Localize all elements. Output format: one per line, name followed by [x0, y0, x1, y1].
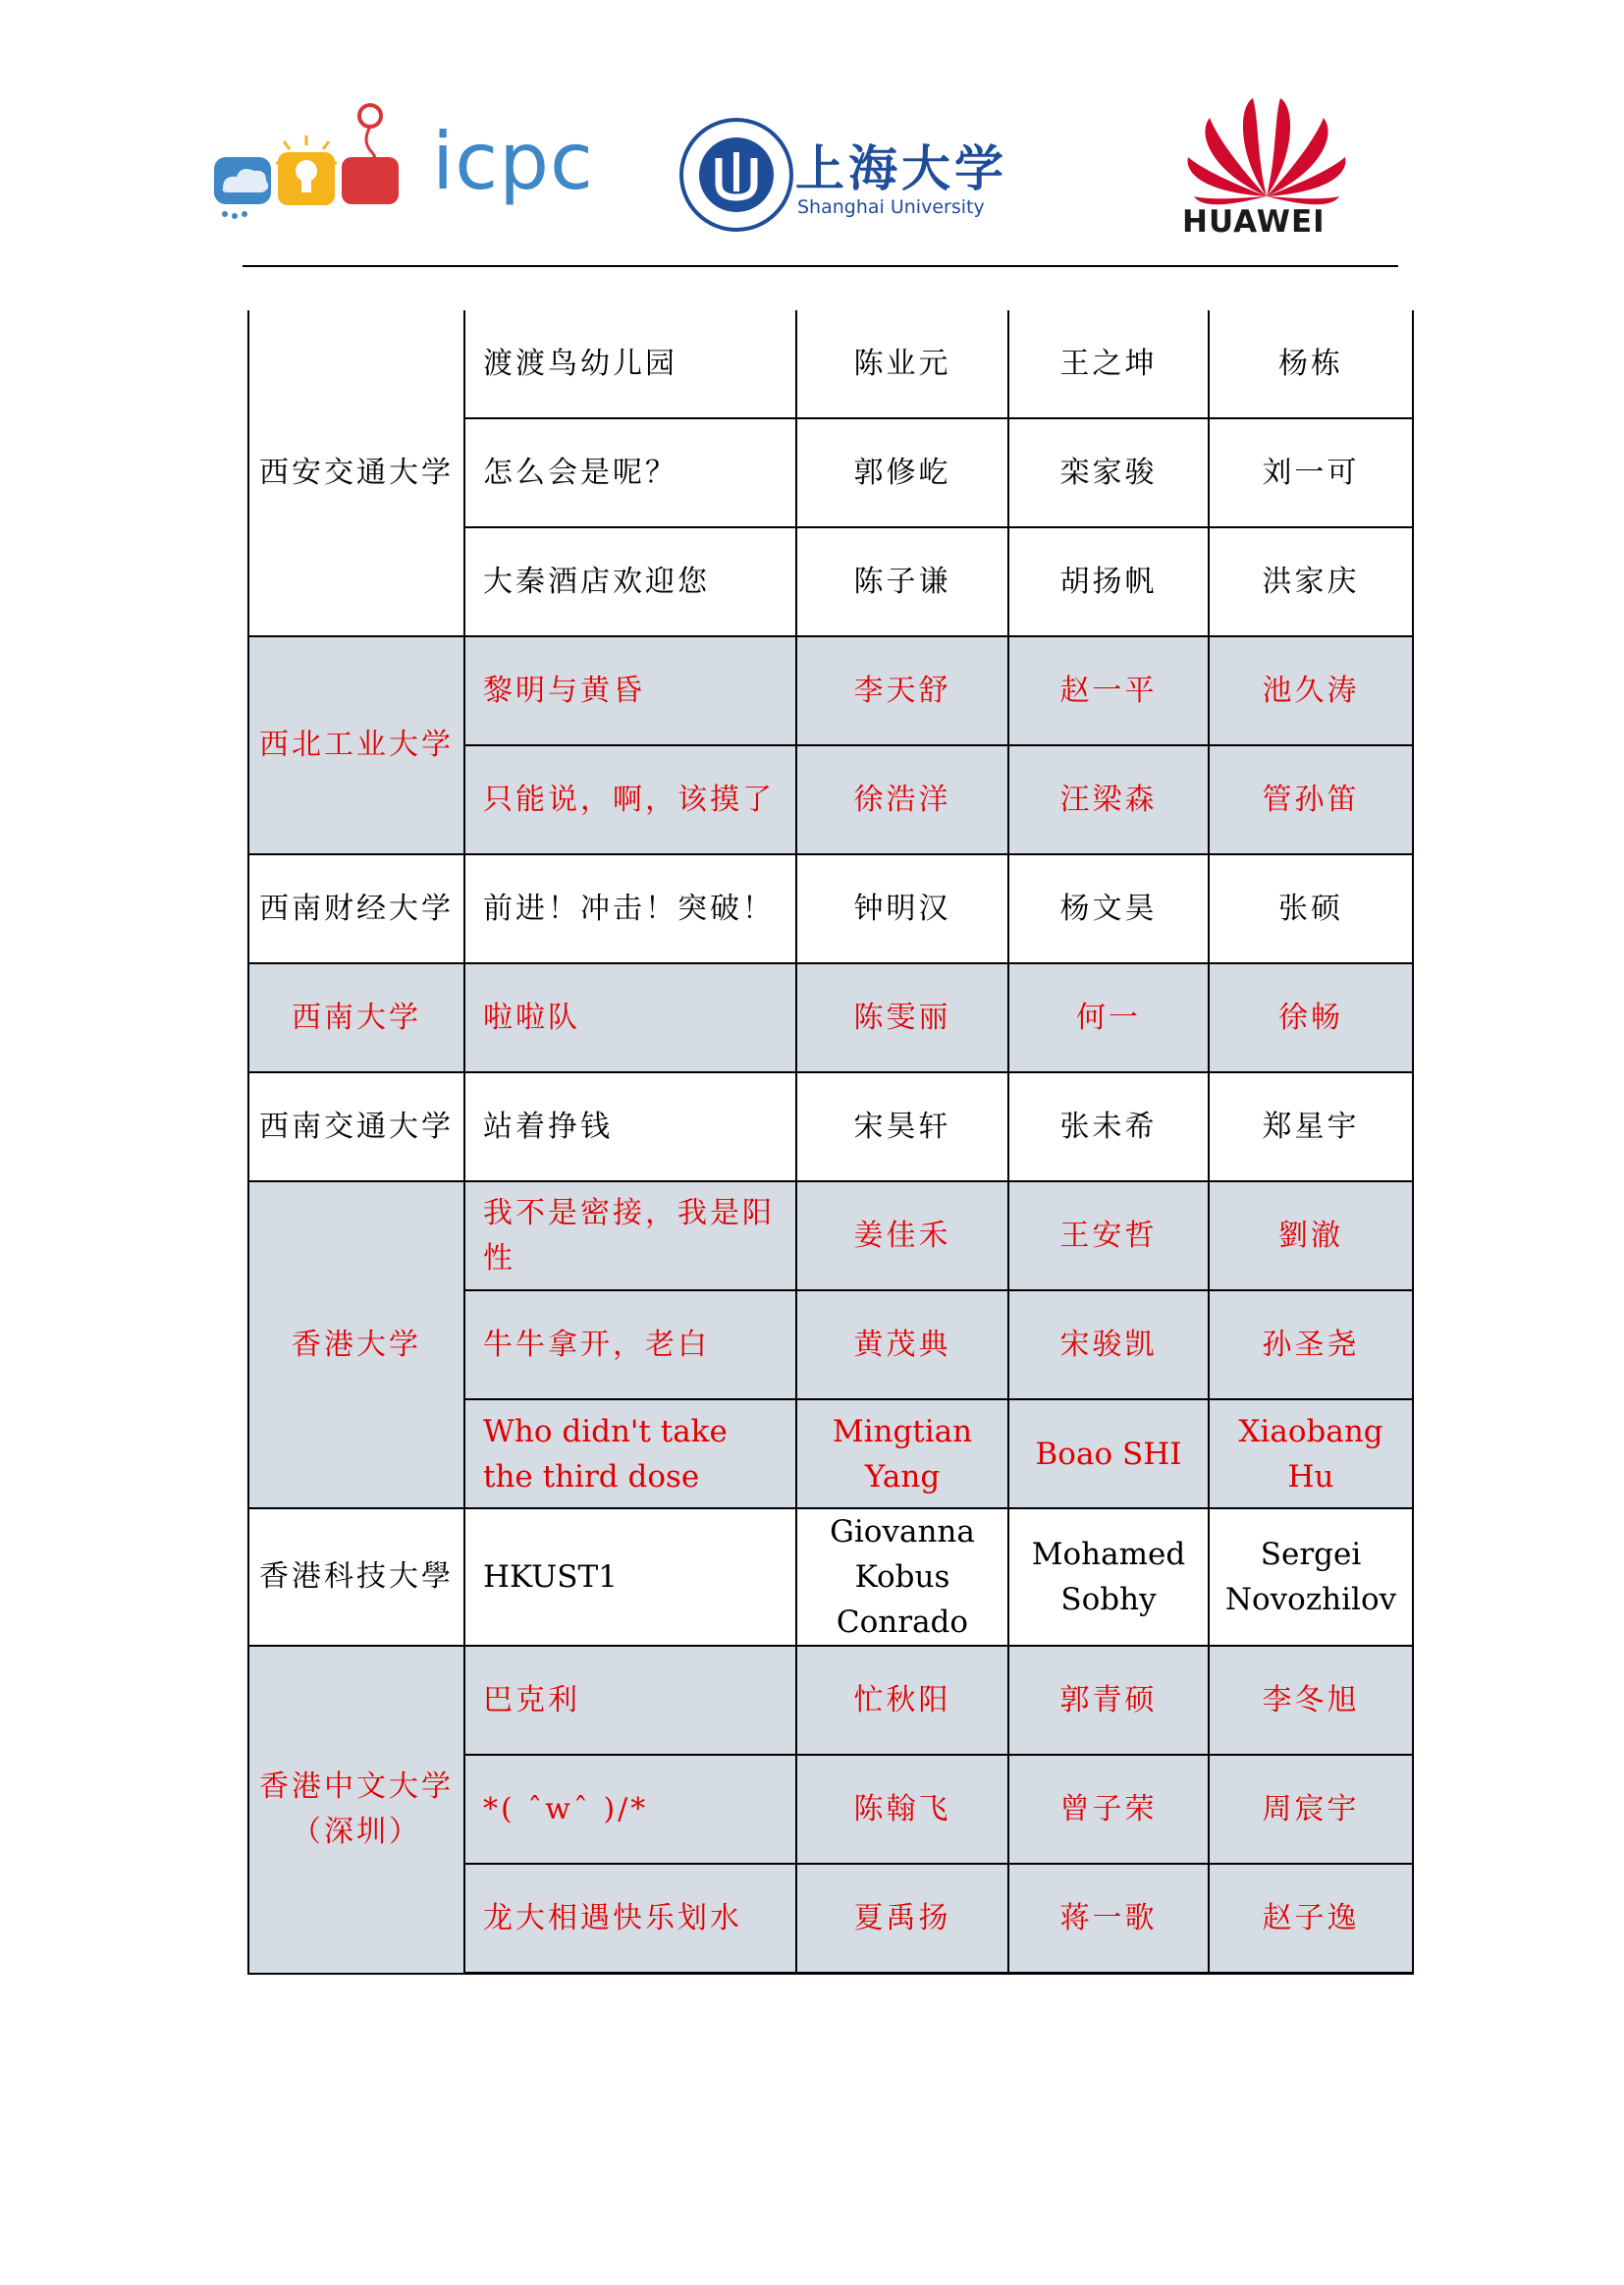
member-cell: 杨栋 [1209, 310, 1413, 418]
member-cell: 郑星宇 [1209, 1072, 1413, 1181]
team-list-table [247, 310, 1414, 1975]
member-cell: 徐浩洋 [796, 745, 1008, 854]
member-cell: 陈子谦 [796, 527, 1008, 636]
member-cell: 宋昊轩 [796, 1072, 1008, 1181]
member-cell: 李天舒 [796, 636, 1008, 745]
member-cell: 赵子逸 [1209, 1864, 1413, 1974]
team-name-cell: 巴克利 [464, 1646, 796, 1755]
table-row [248, 636, 1413, 745]
huawei-wordmark: HUAWEI [1182, 204, 1326, 240]
university-cell: 西南财经大学 [248, 854, 464, 963]
table-row [248, 854, 1413, 963]
member-cell: 汪梁森 [1008, 745, 1209, 854]
shanghai-university-name-en: Shanghai University [797, 196, 985, 218]
table-row [248, 1508, 1413, 1646]
table-row [248, 963, 1413, 1072]
table-row [248, 310, 1413, 418]
member-cell: 张未希 [1008, 1072, 1209, 1181]
member-cell: 张硕 [1209, 854, 1413, 963]
member-cell: 陈雯丽 [796, 963, 1008, 1072]
team-name-cell: 站着挣钱 [464, 1072, 796, 1181]
member-cell: 蒋一歌 [1008, 1864, 1209, 1974]
team-name-cell: 牛牛拿开，老白 [464, 1290, 796, 1399]
team-name-cell: 怎么会是呢？ [464, 418, 796, 527]
member-cell: 周宸宇 [1209, 1755, 1413, 1864]
team-name-cell: Who didn't take the third dose [464, 1399, 796, 1508]
member-cell: 徐畅 [1209, 963, 1413, 1072]
member-cell: 忙秋阳 [796, 1646, 1008, 1755]
icpc-wordmark: icpc [432, 116, 594, 207]
team-name-cell: *( ˆwˆ )/* [464, 1755, 796, 1864]
university-cell: 香港大学 [248, 1181, 464, 1508]
member-cell: Boao SHI [1008, 1399, 1209, 1508]
member-cell: 王安哲 [1008, 1181, 1209, 1290]
team-name-cell: 我不是密接，我是阳性 [464, 1181, 796, 1290]
member-cell: 池久涛 [1209, 636, 1413, 745]
university-cell: 香港中文大学（深圳） [248, 1646, 464, 1974]
member-cell: 劉澈 [1209, 1181, 1413, 1290]
member-cell: 陈翰飞 [796, 1755, 1008, 1864]
table-row [248, 1181, 1413, 1290]
team-name-cell: HKUST1 [464, 1508, 796, 1646]
team-name-cell: 黎明与黄昏 [464, 636, 796, 745]
shanghai-university-name-cn: 上海大学 [795, 139, 1007, 197]
header-divider [243, 265, 1398, 267]
member-cell: 孙圣尧 [1209, 1290, 1413, 1399]
member-cell: 栾家骏 [1008, 418, 1209, 527]
team-name-cell: 啦啦队 [464, 963, 796, 1072]
team-name-cell: 渡渡鸟幼儿园 [464, 310, 796, 418]
university-cell: 西北工业大学 [248, 636, 464, 854]
university-cell: 西南大学 [248, 963, 464, 1072]
table-row [248, 1072, 1413, 1181]
page-header [0, 0, 1624, 275]
member-cell: 王之坤 [1008, 310, 1209, 418]
member-cell: 刘一可 [1209, 418, 1413, 527]
member-cell: 宋骏凯 [1008, 1290, 1209, 1399]
member-cell: 赵一平 [1008, 636, 1209, 745]
member-cell: 杨文昊 [1008, 854, 1209, 963]
team-name-cell: 龙大相遇快乐划水 [464, 1864, 796, 1974]
member-cell: 李冬旭 [1209, 1646, 1413, 1755]
member-cell: 黄茂典 [796, 1290, 1008, 1399]
university-cell: 西南交通大学 [248, 1072, 464, 1181]
member-cell: 钟明汉 [796, 854, 1008, 963]
member-cell: 胡扬帆 [1008, 527, 1209, 636]
member-cell: 洪家庆 [1209, 527, 1413, 636]
team-name-cell: 大秦酒店欢迎您 [464, 527, 796, 636]
member-cell: 郭修屹 [796, 418, 1008, 527]
member-cell: Xiaobang Hu [1209, 1399, 1413, 1508]
member-cell: 何一 [1008, 963, 1209, 1072]
member-cell: 曾子荣 [1008, 1755, 1209, 1864]
university-cell: 西安交通大学 [248, 310, 464, 636]
table-row [248, 1646, 1413, 1755]
university-cell: 香港科技大學 [248, 1508, 464, 1646]
member-cell: 管孙笛 [1209, 745, 1413, 854]
team-name-cell: 只能说，啊，该摸了 [464, 745, 796, 854]
member-cell: Mohamed Sobhy [1008, 1508, 1209, 1646]
team-name-cell: 前进！冲击！突破！ [464, 854, 796, 963]
member-cell: 姜佳禾 [796, 1181, 1008, 1290]
member-cell: 夏禹扬 [796, 1864, 1008, 1974]
member-cell: 陈业元 [796, 310, 1008, 418]
member-cell: 郭青硕 [1008, 1646, 1209, 1755]
member-cell: Sergei Novozhilov [1209, 1508, 1413, 1646]
member-cell: Giovanna Kobus Conrado [796, 1508, 1008, 1646]
member-cell: Mingtian Yang [796, 1399, 1008, 1508]
